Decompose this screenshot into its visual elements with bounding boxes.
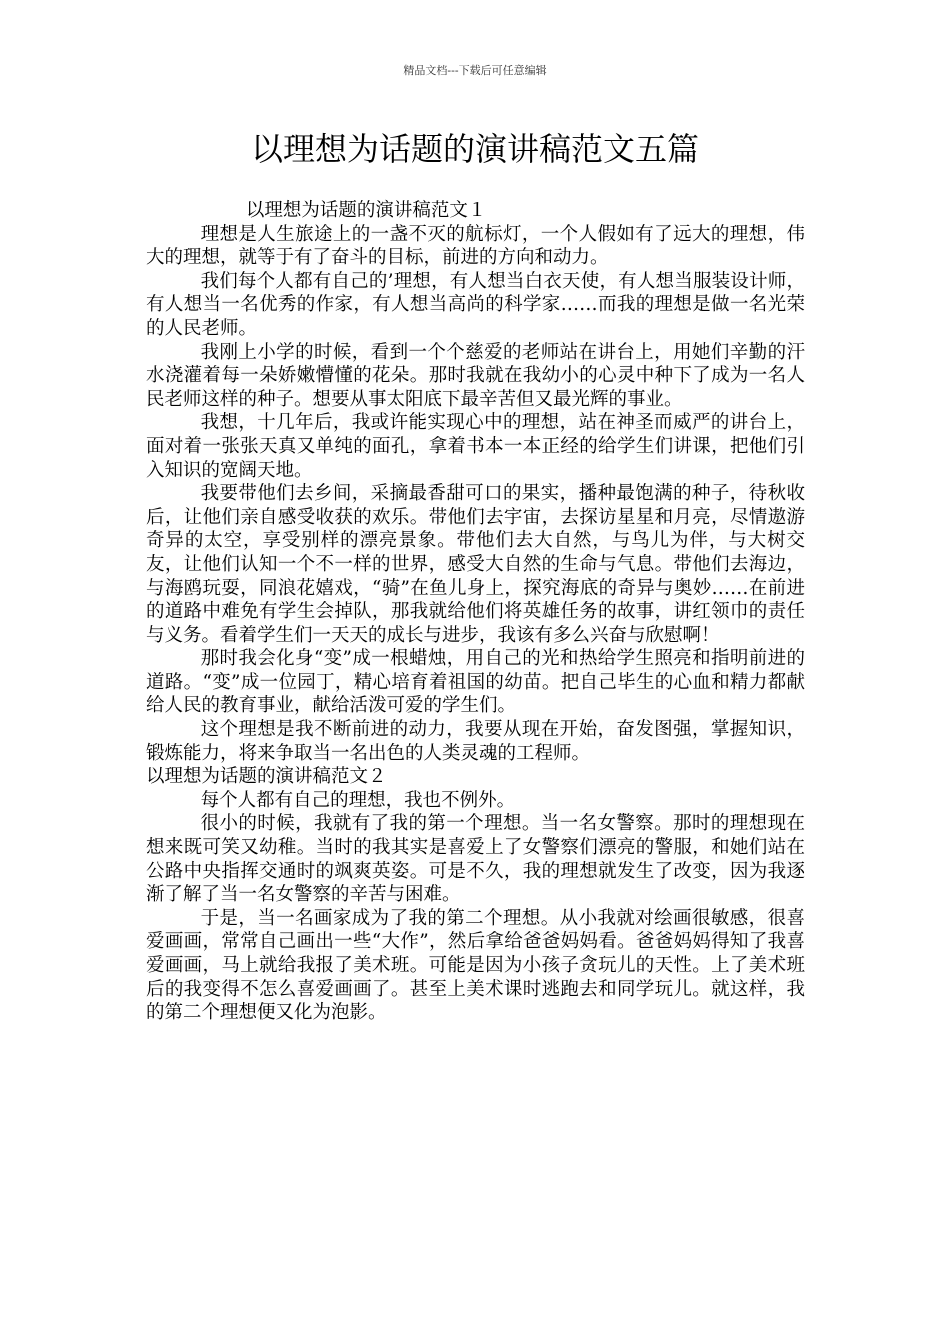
paragraph: 于是，当一名画家成为了我的第二个理想。从小我就对绘画很敏感，很喜爱画画，常常自己画出一些“大作”，然后拿给爸爸妈妈看。爸爸妈妈得知了我喜爱画画，马上就给我报了美术班。可能是因为小孩子贪玩儿的天性。上了美术班后的我变得不怎么喜爱画画了。甚至上美术课时逃跑去和同学玩儿。就这样，我的第二个理想便又化为泡影。 [146,907,805,1024]
paragraph: 那时我会化身“变”成一根蜡烛，用自己的光和热给学生照亮和指明前进的道路。“变”成一位园丁，精心培育着祖国的幼苗。把自己毕生的心血和精力都献给人民的教育事业，献给活泼可爱的学生们。 [146,648,805,717]
section-heading-2: 以理想为话题的演讲稿范文２ [146,766,387,788]
paragraph: 我想，十几年后，我或许能实现心中的理想，站在神圣而威严的讲台上，面对着一张张天真又单纯的面孔，拿着书本一本正经的给学生们讲课，把他们引入知识的宽阔天地。 [146,412,805,481]
paragraph: 我要带他们去乡间，采摘最香甜可口的果实，播种最饱满的种子，待秋收后，让他们亲自感受收获的欢乐。带他们去宇宙，去探访星星和月亮，尽情遨游奇异的太空，享受别样的漂亮景象。带他们去大自然，与鸟儿为伴，与大树交友，让他们认知一个不一样的世界，感受大自然的生命与气息。带他们去海边，与海鸥玩耍，同浪花嬉戏，“骑”在鱼儿身上，探究海底的奇异与奥妙……在前进的道路中难免有学生会掉队，那我就给他们将英雄任务的故事，讲红领巾的责任与义务。看着学生们一天天的成长与进步，我该有多么兴奋与欣慰啊！ [146,483,805,646]
section-heading-1: 以理想为话题的演讲稿范文１ [245,200,487,221]
document-title: 以理想为话题的演讲稿范文五篇 [250,130,699,168]
header-note: 精品文档---下载后可任意编辑 [403,64,547,77]
paragraph: 理想是人生旅途上的一盏不灭的航标灯，一个人假如有了远大的理想，伟大的理想，就等于有了奋斗的目标，前进的方向和动力。 [146,223,805,269]
paragraph: 很小的时候，我就有了我的第一个理想。当一名女警察。那时的理想现在想来既可笑又幼稚。当时的我其实是喜爱上了女警察们漂亮的警服，和她们站在公路中央指挥交通时的飒爽英姿。可是不久，我的理想就发生了改变，因为我逐渐了解了当一名女警察的辛苦与困难。 [146,813,805,906]
document-body [146,199,805,1025]
paragraph: 我刚上小学的时候，看到一个个慈爱的老师站在讲台上，用她们辛勤的汗水浇灌着每一朵娇嫩懵懂的花朵。那时我就在我幼小的心灵中种下了成为一名人民老师这样的种子。想要从事太阳底下最辛苦但又最光辉的事业。 [146,341,805,410]
paragraph: 每个人都有自己的理想，我也不例外。 [200,789,516,811]
paragraph: 这个理想是我不断前进的动力，我要从现在开始，奋发图强，掌握知识，锻炼能力，将来争取当一名出色的人类灵魂的工程师。 [146,719,805,764]
paragraph: 我们每个人都有自己的’理想，有人想当白衣天使，有人想当服装设计师，有人想当一名优秀的作家，有人想当高尚的科学家……而我的理想是做一名光荣的人民老师。 [146,270,805,339]
